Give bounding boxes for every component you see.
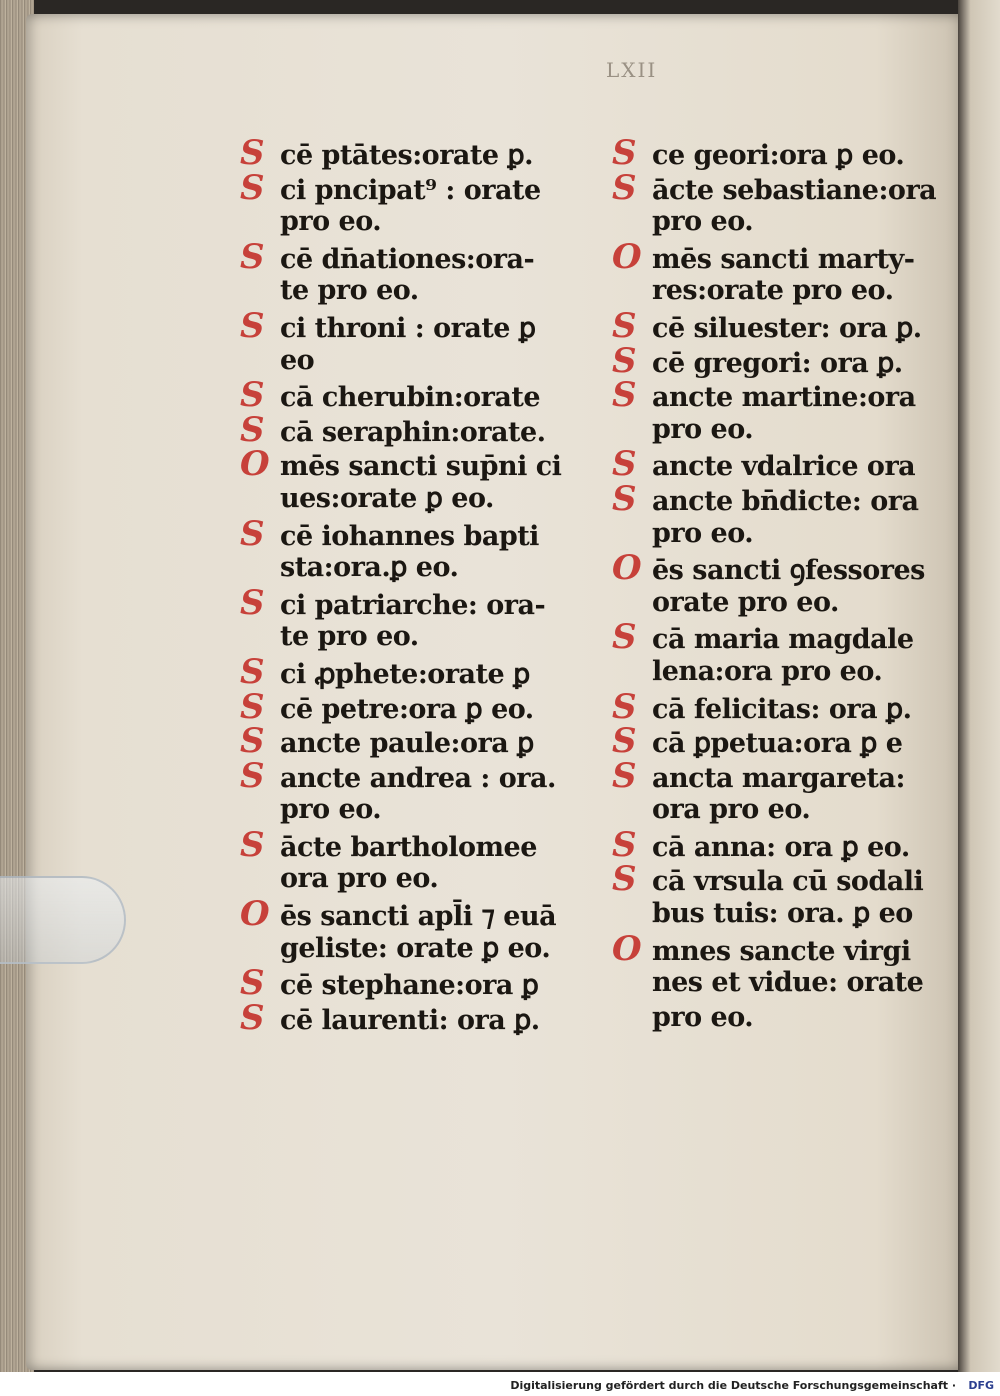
line-text: cē stephane:ora ꝑ	[280, 970, 539, 1002]
line-text: geliste: orate ꝑ eo.	[280, 932, 551, 964]
line-text: bus tuis: ora. ꝑ eo	[652, 898, 913, 930]
text-line	[612, 274, 952, 309]
line-text: cē dn̄ationes:ora‑	[280, 243, 535, 275]
folio-number: LXII	[606, 58, 658, 82]
text-line	[240, 274, 600, 309]
line-text: ci ꝓphete:orate ꝑ	[280, 658, 530, 690]
line-text: pro eo.	[652, 206, 754, 238]
text-line	[612, 928, 952, 969]
rubricated-initial: S	[240, 651, 265, 692]
rubricated-initial: S	[612, 824, 637, 865]
text-line	[612, 305, 952, 346]
text-line	[612, 755, 952, 796]
line-text: nes et vidue: orate	[652, 967, 924, 999]
text-line	[612, 824, 952, 865]
line-text: lena:ora pro eo.	[652, 655, 883, 687]
line-text: cē siluester: ora ꝑ.	[652, 312, 922, 344]
line-text: ancte andrea : ora.	[280, 762, 556, 794]
rubricated-initial: S	[240, 236, 265, 277]
rubricated-initial: S	[240, 409, 265, 450]
text-line	[240, 620, 600, 655]
line-text: mnes sancte virgi	[652, 935, 911, 967]
rubricated-initial: S	[240, 167, 265, 208]
text-line	[240, 344, 600, 379]
rubricated-initial: O	[240, 894, 270, 935]
line-text: cā seraphin:orate.	[280, 416, 546, 448]
line-text: mēs sancti marty‑	[652, 243, 915, 275]
rubricated-initial: S	[240, 755, 265, 796]
text-line	[612, 586, 952, 621]
text-line	[240, 721, 600, 762]
text-line	[612, 517, 952, 552]
rubricated-initial: S	[612, 721, 637, 762]
rubricated-initial: S	[612, 478, 637, 519]
right-text-column	[612, 133, 952, 1035]
text-line	[240, 651, 600, 692]
line-text: mēs sancti sup̄ni ci	[280, 451, 562, 483]
text-line	[612, 897, 952, 932]
line-text: cā maria magdale	[652, 624, 914, 656]
rubricated-initial: S	[612, 617, 637, 658]
text-line	[612, 444, 952, 485]
line-text: ancte bn̄dicte: ora	[652, 485, 919, 517]
line-text: pro eo.	[652, 1001, 754, 1033]
line-text: pro eo.	[280, 794, 382, 826]
line-text: ancte vdalrice ora	[652, 451, 916, 483]
rubricated-initial: S	[612, 444, 637, 485]
text-line	[612, 966, 952, 1001]
rubricated-initial: S	[240, 824, 265, 865]
rubricated-initial: O	[612, 548, 642, 589]
line-text: cā felicitas: ora ꝑ.	[652, 693, 912, 725]
text-line	[240, 932, 600, 967]
line-text: ce geori:ora ꝑ eo.	[652, 140, 905, 171]
line-text: cē gregori: ora ꝑ.	[652, 347, 903, 379]
line-text: ci throni : orate ꝑ	[280, 312, 536, 344]
dfg-logo-icon: DFG	[968, 1379, 994, 1392]
line-text: ancta margareta:	[652, 762, 905, 794]
rubricated-initial: S	[240, 305, 265, 346]
rubricated-initial: S	[612, 755, 637, 796]
text-line	[240, 755, 600, 796]
text-line	[612, 340, 952, 381]
text-line	[240, 133, 600, 173]
line-text: ēs sancti apl̄i ⁊ euā	[280, 901, 557, 933]
text-line	[240, 686, 600, 727]
text-line	[612, 859, 952, 900]
text-line	[240, 862, 600, 897]
line-text: eo	[280, 344, 315, 376]
rubricated-initial: S	[612, 167, 637, 208]
line-text: cē petre:ora ꝑ eo.	[280, 693, 534, 725]
rubricated-initial: S	[240, 963, 265, 1004]
line-text: cā cherubin:orate	[280, 382, 541, 414]
facing-page-edge	[958, 0, 1000, 1372]
rubricated-initial: S	[612, 133, 637, 173]
line-text: pro eo.	[652, 413, 754, 445]
text-line	[612, 548, 952, 589]
left-text-column	[240, 133, 600, 1038]
line-text: ancte martine:ora	[652, 382, 916, 414]
line-text: res:orate pro eo.	[652, 275, 894, 307]
text-line	[612, 205, 952, 240]
text-line	[240, 375, 600, 416]
rubricated-initial: S	[612, 859, 637, 900]
text-line	[240, 305, 600, 346]
line-text: cā vrsula cū sodali	[652, 866, 924, 898]
text-line	[240, 513, 600, 554]
text-line	[612, 413, 952, 448]
rubricated-initial: S	[612, 686, 637, 727]
line-text: te pro eo.	[280, 275, 419, 307]
text-line	[240, 793, 600, 828]
line-text: ancte paule:ora ꝑ	[280, 728, 534, 760]
rubricated-initial: S	[240, 582, 265, 623]
text-line	[612, 478, 952, 519]
text-line	[240, 205, 600, 240]
line-text: ci patriarche: ora‑	[280, 589, 546, 621]
rubricated-initial: S	[240, 133, 265, 173]
text-line	[240, 167, 600, 208]
rubricated-initial: S	[612, 340, 637, 381]
text-line	[240, 482, 600, 517]
text-line	[240, 963, 600, 1004]
text-line	[612, 133, 952, 173]
rubricated-initial: S	[612, 375, 637, 416]
text-line	[612, 167, 952, 208]
rubricated-initial: O	[240, 444, 270, 485]
plastic-page-clip	[0, 876, 126, 964]
line-text: cē ptātes:orate ꝑ.	[280, 140, 533, 171]
text-line	[240, 444, 600, 485]
digitization-credit: Digitalisierung gefördert durch die Deutsche Forschungsgemeinschaft ·	[510, 1379, 956, 1392]
rubricated-initial: S	[240, 721, 265, 762]
line-text: orate pro eo.	[652, 586, 839, 618]
text-line	[612, 236, 952, 277]
text-line	[612, 686, 952, 727]
text-line	[240, 894, 600, 935]
rubricated-initial: O	[612, 928, 642, 969]
line-text: cā ꝑpetua:ora ꝑ e	[652, 728, 903, 760]
line-text: sta:ora.ꝑ eo.	[280, 552, 459, 584]
line-text: pro eo.	[652, 517, 754, 549]
line-text: ora pro eo.	[280, 863, 439, 895]
rubricated-initial: O	[612, 236, 642, 277]
line-text: ora pro eo.	[652, 794, 811, 826]
line-text: pro eo.	[280, 206, 382, 238]
text-line	[612, 617, 952, 658]
rubricated-initial: S	[240, 686, 265, 727]
rubricated-initial: S	[612, 305, 637, 346]
line-text: ues:orate ꝑ eo.	[280, 482, 494, 514]
text-line	[240, 551, 600, 586]
text-line	[612, 721, 952, 762]
text-line	[240, 236, 600, 277]
text-line	[612, 793, 952, 828]
text-line	[240, 997, 600, 1038]
text-line	[612, 1001, 952, 1036]
line-text: ācte bartholomee	[280, 831, 537, 863]
line-text: ci pncipat⁹ : orate	[280, 174, 541, 206]
rubricated-initial: S	[240, 375, 265, 416]
line-text: cē laurenti: ora ꝑ.	[280, 1004, 540, 1036]
line-text: cē iohannes bapti	[280, 520, 539, 552]
text-line	[612, 655, 952, 690]
text-line	[612, 375, 952, 416]
text-line	[240, 824, 600, 865]
rubricated-initial: S	[240, 997, 265, 1038]
line-text: te pro eo.	[280, 621, 419, 653]
line-text: ācte sebastiane:ora	[652, 174, 937, 206]
text-line	[240, 409, 600, 450]
line-text: cā anna: ora ꝑ eo.	[652, 831, 910, 863]
rubricated-initial: S	[240, 513, 265, 554]
text-line	[240, 582, 600, 623]
footer-bar	[0, 1372, 1000, 1396]
line-text: ēs sancti ꝯfessores	[652, 555, 925, 587]
